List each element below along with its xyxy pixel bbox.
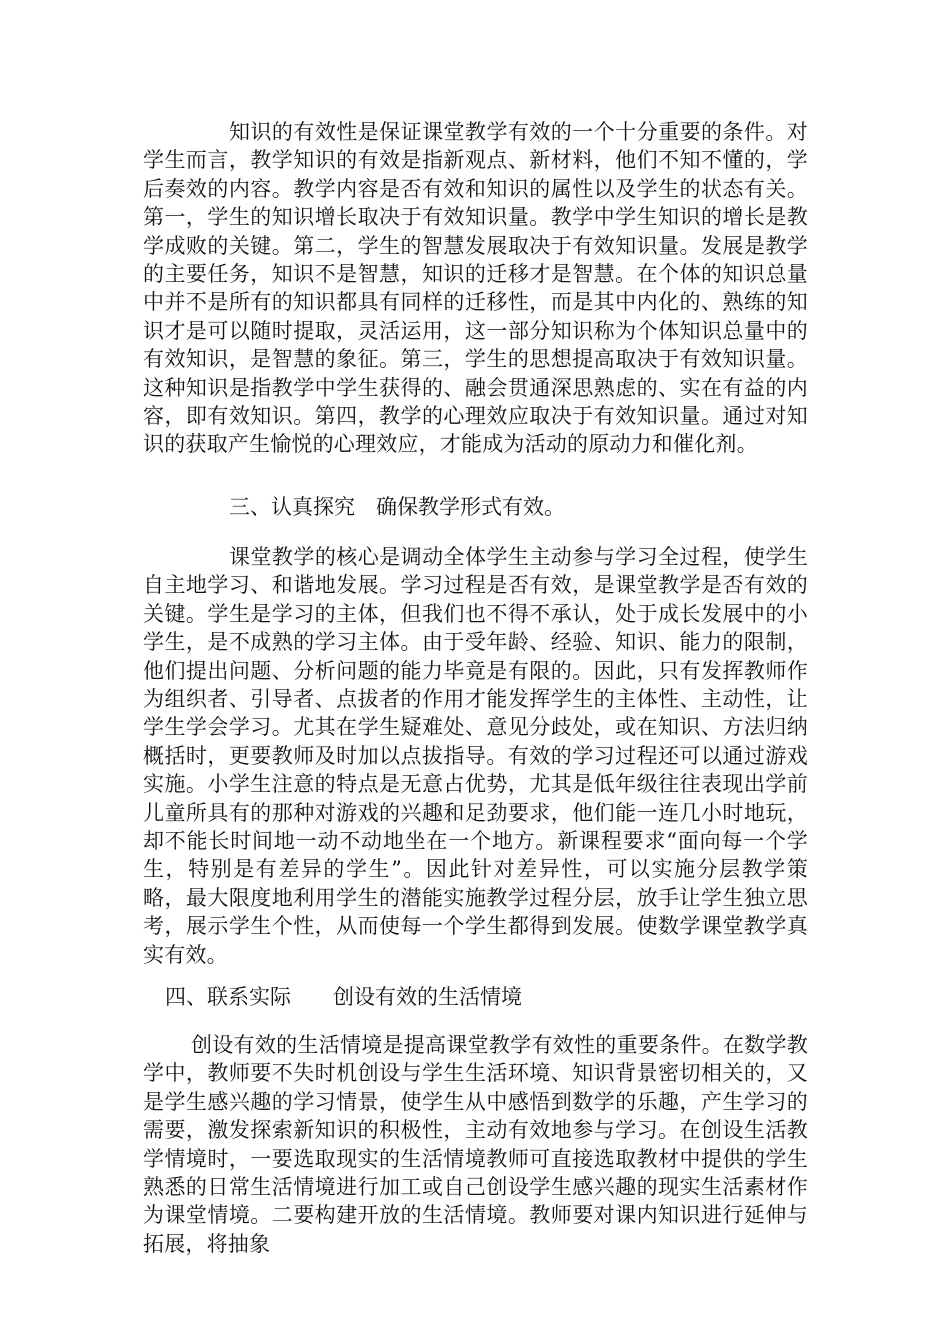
body-paragraph: 创设有效的生活情境是提高课堂教学有效性的重要条件。在数学教学中，教师要不失时机创设与学生生活环境、知识背景密切相关的，又是学生感兴趣的学习情景，使学生从中感悟到数学的乐趣，产生学习的需要，激发探索新知识的积极性，主动有效地参与学习。在创设生活教学情境时，一要选取现实的生活情境教师可直接选取教材中提供的学生熟悉的日常生活情境进行加工或自己创设学生感兴趣的现实生活素材作为课堂情境。二要构建开放的生活情境。教师要对课内知识进行延伸与拓展，将抽象 [143,1032,808,1256]
document-page [143,118,808,1258]
section-heading: 三、认真探究 确保教学形式有效。 [229,494,565,519]
body-paragraph: 课堂教学的核心是调动全体学生主动参与学习全过程，使学生自主地学习、和谐地发展。学习过程是否有效，是课堂教学是否有效的关键。学生是学习的主体，但我们也不得不承认，处于成长发展中的小学生，是不成熟的学习主体。由于受年龄、经验、知识、能力的限制，他们提出问题、分析问题的能力毕竟是有限的。因此，只有发挥教师作为组织者、引导者、点拔者的作用才能发挥学生的主体性、主动性，让学生学会学习。尤其在学生疑难处、意见分歧处，或在知识、方法归纳概括时，更要教师及时加以点拔指导。有效的学习过程还可以通过游戏实施。小学生注意的特点是无意占优势，尤其是低年级往往表现出学前儿童所具有的那种对游戏的兴趣和足劲要求，他们能一连几小时地玩，却不能长时间地一动不动地坐在一个地方。新课程要求“面向每一个学生，特别是有差异的学生”。因此针对差异性，可以实施分层教学策略，最大限度地利用学生的潜能实施教学过程分层，放手让学生独立思考，展示学生个性，从而使每一个学生都得到发展。使数学课堂教学真实有效。 [143,544,808,967]
body-paragraph: 知识的有效性是保证课堂教学有效的一个十分重要的条件。对学生而言，教学知识的有效是指新观点、新材料，他们不知不懂的，学后奏效的内容。教学内容是否有效和知识的属性以及学生的状态有关。第一，学生的知识增长取决于有效知识量。教学中学生知识的增长是教学成败的关键。第二，学生的智慧发展取决于有效知识量。发展是教学的主要任务，知识不是智慧，知识的迁移才是智慧。在个体的知识总量中并不是所有的知识都具有同样的迁移性，而是其中内化的、熟练的知识才是可以随时提取，灵活运用，这一部分知识称为个体知识总量中的有效知识，是智慧的象征。第三，学生的思想提高取决于有效知识量。这种知识是指教学中学生获得的、融会贯通深思熟虑的、实在有益的内容，即有效知识。第四，教学的心理效应取决于有效知识量。通过对知识的获取产生愉悦的心理效应，才能成为活动的原动力和催化剂。 [143,120,808,457]
section-heading: 四、联系实际 创设有效的生活情境 [165,984,522,1009]
